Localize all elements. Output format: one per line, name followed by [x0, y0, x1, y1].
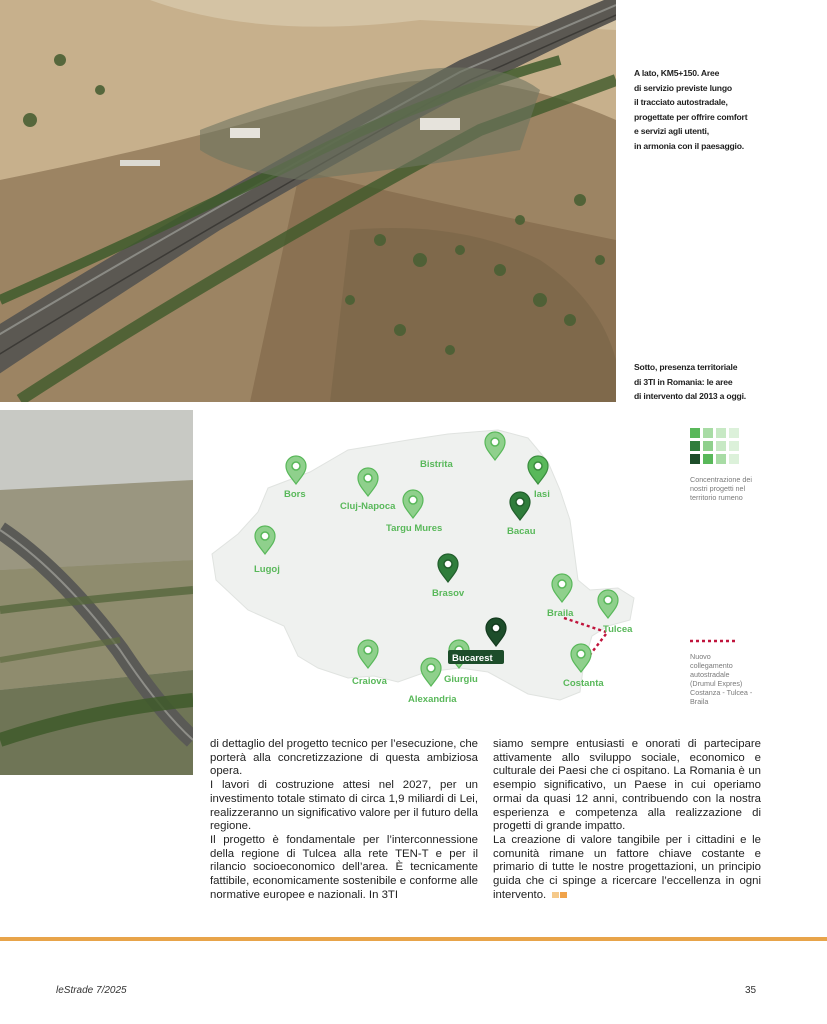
- page-number: 35: [745, 985, 757, 996]
- legend-concentration-line: territorio rumeno: [690, 493, 743, 502]
- caption-line: di intervento dal 2013 a oggi.: [634, 391, 746, 401]
- legend-route-line: Nuovo: [690, 652, 711, 661]
- legend-concentration-line: nostri progetti nel: [690, 484, 746, 493]
- caption-line: progettate per offrire comfort: [634, 111, 748, 122]
- legend-concentration-line: Concentrazione dei: [690, 475, 752, 484]
- paragraph: I lavori di costruzione attesi nel 2027, per un investimento totale stimato di circa 1,9 miliardi di Lei, realizzeranno un significativo valore per il futuro della regione.: [210, 779, 478, 833]
- photo-caption-top: [634, 66, 819, 153]
- city-label-bucarest: Bucarest: [452, 653, 493, 664]
- city-label-targu: Targu Mures: [386, 523, 443, 534]
- city-label-giurgiu: Giurgiu: [444, 674, 478, 685]
- legend-route-line: Braila: [690, 697, 709, 706]
- end-of-article-mark: [552, 892, 559, 898]
- caption-line: di 3TI in Romania: le aree: [634, 376, 733, 387]
- city-label-bors: Bors: [284, 489, 306, 500]
- legend-route-line: (Drumul Expres): [690, 679, 743, 688]
- footer-rule: [0, 937, 827, 941]
- city-label-braila: Braila: [547, 608, 574, 619]
- magazine-issue: leStrade 7/2025: [56, 985, 127, 996]
- article-column-2: [493, 738, 761, 902]
- romania-map: [198, 410, 771, 718]
- city-label-lugoj: Lugoj: [254, 564, 280, 575]
- city-label-cluj: Cluj-Napoca: [340, 501, 396, 512]
- city-label-craiova: Craiova: [352, 676, 387, 687]
- article-column-1: [210, 738, 478, 902]
- caption-line: di servizio previste lungo: [634, 82, 732, 93]
- highway-aerial-photo: [0, 0, 616, 402]
- city-label-bacau: Bacau: [507, 526, 536, 537]
- paragraph: siamo sempre entusiasti e onorati di partecipare attivamente allo sviluppo sociale, economico e culturale dei Paesi che ci ospitano. La Romania è un esempio significativo, un Paese in cui operiamo ormai da quasi 12 anni, contribuendo con la nostra esperienza e competenza alla realizzazione di progetti di grande impatto.: [493, 738, 761, 833]
- caption-line: il tracciato autostradale,: [634, 97, 728, 107]
- legend-route-line: collegamento: [690, 661, 733, 670]
- paragraph: [493, 834, 761, 903]
- caption-line: e servizi agli utenti,: [634, 126, 709, 136]
- city-label-alexandria: Alexandria: [408, 694, 457, 705]
- city-label-costanta: Costanta: [563, 678, 604, 689]
- legend-route-line: Costanza - Tulcea -: [690, 688, 753, 697]
- city-label-iasi: Iasi: [534, 489, 550, 500]
- caption-line: Sotto, presenza territoriale: [634, 362, 738, 372]
- city-label-bistrita: Bistrita: [420, 459, 453, 470]
- city-label-brasov: Brasov: [432, 588, 465, 599]
- city-label-tulcea: Tulcea: [603, 624, 633, 635]
- caption-line: A lato, KM5+150. Aree: [634, 68, 720, 78]
- paragraph-text: La creazione di valore tangibile per i cittadini e le comunità rimane un fattore chiave costante e primario di tutte le nostre progettazioni, un principio guida che ci spinge a ricercare l’eccellenza in ogni intervento.: [493, 833, 761, 901]
- caption-line: in armonia con il paesaggio.: [634, 140, 744, 151]
- paragraph: di dettaglio del progetto tecnico per l’esecuzione, che porterà alla concretizzazione di questa ambiziosa opera.: [210, 738, 478, 778]
- paragraph: Il progetto è fondamentale per l’interconnessione della regione di Tulcea alla rete TEN-T e per il rilancio socioeconomico dell’area. È tecnicamente fattibile, economicamente sostenibile e conforme alle normative europee e nazionali. In 3TI: [210, 833, 478, 901]
- highway-side-photo: [0, 410, 193, 775]
- map-caption: [634, 360, 819, 404]
- legend-route-line: autostradale: [690, 670, 730, 679]
